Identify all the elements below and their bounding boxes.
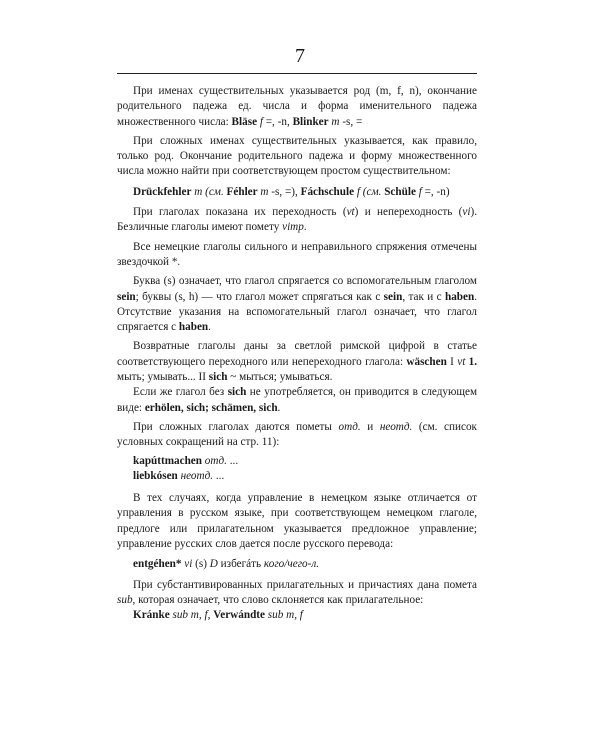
example-kaputtmachen: kapúttmachen отд. ...	[133, 454, 239, 467]
paragraph-compound-nouns: При сложных именах существительных указывается, как правило, только род. Окончание родительного падежа и форму множественного числа можно найти при соответствующем простом существительном:	[117, 134, 477, 178]
paragraph-verbs-transitivity: При глаголах показана их переходность (vt) и непереходность (vi). Безличные глаголы имеют помету vimp.	[117, 206, 477, 234]
paragraph-government: В тех случаях, когда управление в немецком языке отличается от управления в русском языке, при соответствующем немецком глаголе, предлоге или прилагательном указывается предложное управление; управление русских слов дается после русского перевода:	[117, 492, 477, 551]
header-rule	[117, 73, 477, 74]
example-entgehen: entgéhen* vi (s) D избегáть кого/чего-л.	[133, 558, 320, 571]
example-compound-verbs	[117, 454, 477, 485]
page-number: 7	[295, 45, 305, 67]
page-body	[117, 84, 477, 624]
paragraph-compound-verbs: При сложных глаголах даются пометы отд. и неотд. (см. список условных сокращений на стр. 11):	[117, 420, 477, 449]
paragraph-sich-only: Если же глагол без sich не употребляется, он приводится в следующем виде: erhölen, sich; schämen, sich.	[117, 386, 478, 414]
example-liebkosen: liebkósen неотд. ...	[133, 469, 225, 482]
paragraph-auxiliary-verbs: Буква (s) означает, что глагол спрягается со вспомогательным глаголом sein; буквы (s, h) — что глагол может спрягаться как с sein, так и с haben. Отсутствие указания на вспомогательный глагол означает, что глагол спрягается с haben.	[117, 275, 478, 334]
example-substantivized: Kránke sub m, f, Verwándte sub m, f	[133, 609, 303, 622]
example-compound-nouns: Drückfehler m (см. Féhler m -s, =), Fáchschule f (см. Schüle f =, -n)	[133, 185, 450, 198]
paragraph-strong-verbs: Все немецкие глаголы сильного и неправильного спряжения отмечены звездочкой *.	[117, 240, 477, 268]
paragraph-nouns: При именах существительных указывается род (m, f, n), окончание родительного падежа ед. числа и форма именительного падежа множественного числа: Bläse f =, -n, Blinker m -s, =	[117, 85, 477, 128]
paragraph-substantivized: При субстантивированных прилагательных и причастиях дана помета sub, которая означает, что слово склоняется как прилагательное:	[117, 578, 477, 606]
paragraph-reflexive-verbs: Возвратные глаголы даны за светлой римской цифрой в статье соответствующего переходного или непереходного глагола: wäschen I vt 1. мыть; умывать... II sich ~ мыться; умываться.	[117, 340, 478, 384]
